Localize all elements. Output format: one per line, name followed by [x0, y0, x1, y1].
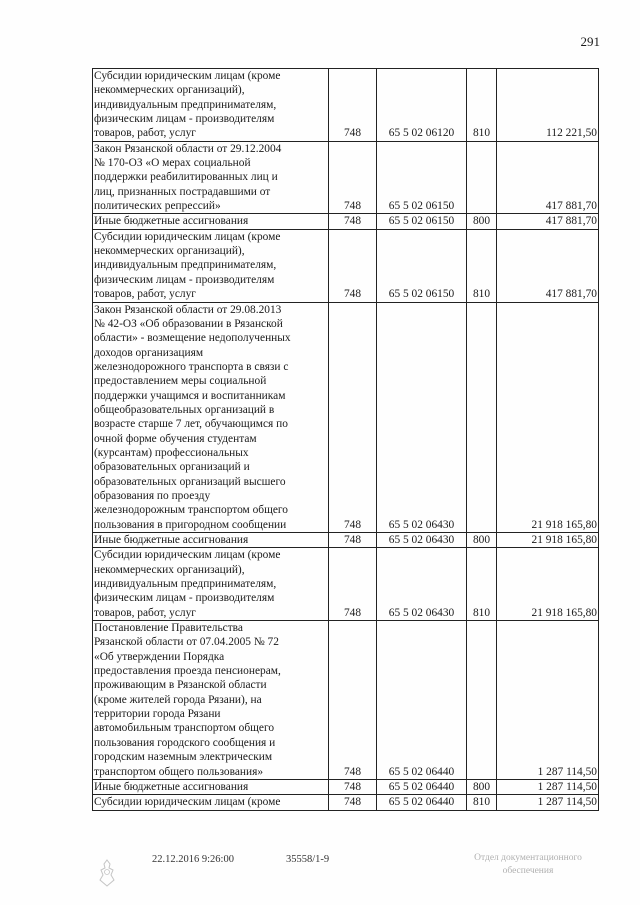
ministry-code-cell: 748 [329, 214, 377, 229]
description-line: образовательных организаций высшего [94, 475, 286, 488]
target-code-cell: 65 5 02 06150 [377, 141, 467, 214]
description-line: образования по проезду [94, 489, 211, 502]
description-line: политических репрессий» [94, 200, 221, 213]
description-line: поддержки реабилитированных лиц и [94, 171, 278, 184]
target-code-cell: 65 5 02 06440 [377, 795, 467, 810]
description-line: Закон Рязанской области от 29.08.2013 [94, 303, 282, 316]
expense-type-cell: 810 [467, 229, 497, 302]
expense-type-cell [467, 302, 497, 533]
amount-cell: 417 881,70 [497, 141, 599, 214]
description-line: предоставления проезда пенсионерам, [94, 665, 281, 678]
description-line: Иные бюджетные ассигнования [94, 534, 249, 546]
target-code-cell: 65 5 02 06440 [377, 621, 467, 780]
description-line: Рязанской области от 07.04.2005 № 72 [94, 636, 279, 649]
target-code-cell: 65 5 02 06430 [377, 302, 467, 533]
description-line: доходов организациям [94, 346, 204, 359]
description-line: возрасте старше 7 лет, обучающимся по [94, 418, 288, 431]
ministry-code-cell: 748 [329, 141, 377, 214]
row-description [93, 302, 329, 533]
row-description [93, 795, 329, 810]
description-line: физическим лицам - производителям [94, 273, 275, 286]
description-line: образовательных организаций и [94, 461, 250, 474]
row-description [93, 69, 329, 142]
description-line: Иные бюджетные ассигнования [94, 780, 249, 793]
amount-cell: 1 287 114,50 [497, 779, 599, 794]
row-description [93, 779, 329, 794]
ministry-code-cell: 748 [329, 548, 377, 621]
expense-type-cell: 810 [467, 548, 497, 621]
description-line: Субсидии юридическим лицам (кроме [94, 549, 281, 562]
description-line: Субсидии юридическим лицам (кроме [94, 70, 281, 82]
budget-table [92, 68, 599, 811]
ministry-code-cell: 748 [329, 302, 377, 533]
description-line: области» - возмещение недополученных [94, 332, 291, 345]
description-line: пользования в пригородном сообщении [94, 518, 287, 531]
amount-cell: 1 287 114,50 [497, 795, 599, 810]
ministry-code-cell: 748 [329, 533, 377, 548]
description-line: некоммерческих организаций), [94, 245, 245, 258]
row-description [93, 141, 329, 214]
description-line: территории города Рязани [94, 708, 221, 721]
description-line: общеобразовательных организаций в [94, 403, 275, 416]
stamp-line: обеспечения [502, 866, 554, 876]
table-row [93, 302, 599, 533]
table-row [93, 779, 599, 794]
target-code-cell: 65 5 02 06150 [377, 214, 467, 229]
description-line: № 170-ОЗ «О мерах социальной [94, 157, 251, 170]
expense-type-cell [467, 141, 497, 214]
description-line: пользования городского сообщения и [94, 736, 276, 749]
description-line: (кроме жителей города Рязани), на [94, 693, 262, 706]
table-row [93, 795, 599, 810]
amount-cell: 112 221,50 [497, 69, 599, 142]
description-line: некоммерческих организаций), [94, 84, 245, 97]
description-line: автомобильным транспортом общего [94, 722, 275, 735]
ministry-code-cell: 748 [329, 795, 377, 810]
row-description [93, 621, 329, 780]
description-line: индивидуальным предпринимателям, [94, 578, 277, 591]
ministry-code-cell: 748 [329, 229, 377, 302]
page-number: 291 [580, 34, 600, 49]
table-row [93, 533, 599, 548]
description-line: физическим лицам - производителям [94, 592, 275, 605]
target-code-cell: 65 5 02 06440 [377, 779, 467, 794]
description-line: товаров, работ, услуг [94, 127, 196, 140]
expense-type-cell: 810 [467, 795, 497, 810]
row-description [93, 533, 329, 548]
table-row [93, 214, 599, 229]
description-line: Закон Рязанской области от 29.12.2004 [94, 142, 282, 155]
description-line: физическим лицам - производителям [94, 113, 275, 126]
table-row [93, 548, 599, 621]
amount-cell: 417 881,70 [497, 229, 599, 302]
amount-cell: 21 918 165,80 [497, 302, 599, 533]
target-code-cell: 65 5 02 06430 [377, 548, 467, 621]
ministry-code-cell: 748 [329, 779, 377, 794]
description-line: Субсидии юридическим лицам (кроме [94, 796, 281, 809]
amount-cell: 21 918 165,80 [497, 548, 599, 621]
row-description [93, 214, 329, 229]
coat-of-arms-icon [96, 858, 118, 888]
description-line: Субсидии юридическим лицам (кроме [94, 230, 281, 243]
description-line: железнодорожного транспорта в связи с [94, 360, 289, 373]
description-line: «Об утверждении Порядка [94, 650, 225, 663]
table-row [93, 229, 599, 302]
table-row [93, 141, 599, 214]
target-code-cell: 65 5 02 06120 [377, 69, 467, 142]
row-description [93, 548, 329, 621]
description-line: товаров, работ, услуг [94, 606, 196, 619]
description-line: индивидуальным предпринимателям, [94, 98, 277, 111]
footer-date: 22.12.2016 9:26:00 [152, 854, 234, 865]
description-line: городским наземным электрическим [94, 751, 273, 764]
description-line: (курсантам) профессиональных [94, 446, 249, 459]
footer-doc-number: 35558/1-9 [286, 854, 330, 865]
expense-type-cell: 800 [467, 214, 497, 229]
target-code-cell: 65 5 02 06150 [377, 229, 467, 302]
expense-type-cell: 800 [467, 533, 497, 548]
description-line: индивидуальным предпринимателям, [94, 259, 277, 272]
table-row [93, 69, 599, 142]
description-line: товаров, работ, услуг [94, 288, 196, 301]
target-code-cell: 65 5 02 06430 [377, 533, 467, 548]
amount-cell: 21 918 165,80 [497, 533, 599, 548]
ministry-code-cell: 748 [329, 69, 377, 142]
ministry-code-cell: 748 [329, 621, 377, 780]
description-line: лиц, признанных пострадавшими от [94, 185, 271, 198]
amount-cell: 1 287 114,50 [497, 621, 599, 780]
description-line: № 42-ОЗ «Об образовании в Рязанской [94, 317, 283, 330]
description-line: очной форме обучения студентам [94, 432, 257, 445]
expense-type-cell: 800 [467, 779, 497, 794]
amount-cell: 417 881,70 [497, 214, 599, 229]
description-line: транспортом общего пользования» [94, 765, 264, 778]
row-description [93, 229, 329, 302]
description-line: предоставлением меры социальной [94, 375, 267, 388]
stamp-line: Отдел документационного [474, 853, 582, 863]
description-line: некоммерческих организаций), [94, 563, 245, 576]
description-line: поддержки учащимся и воспитанникам [94, 389, 286, 402]
description-line: Иные бюджетные ассигнования [94, 215, 249, 228]
description-line: проживающим в Рязанской области [94, 679, 267, 692]
description-line: Постановление Правительства [94, 622, 243, 635]
description-line: железнодорожным транспортом общего [94, 504, 289, 517]
table-row [93, 621, 599, 780]
document-stamp [448, 852, 608, 878]
expense-type-cell [467, 621, 497, 780]
expense-type-cell: 810 [467, 69, 497, 142]
